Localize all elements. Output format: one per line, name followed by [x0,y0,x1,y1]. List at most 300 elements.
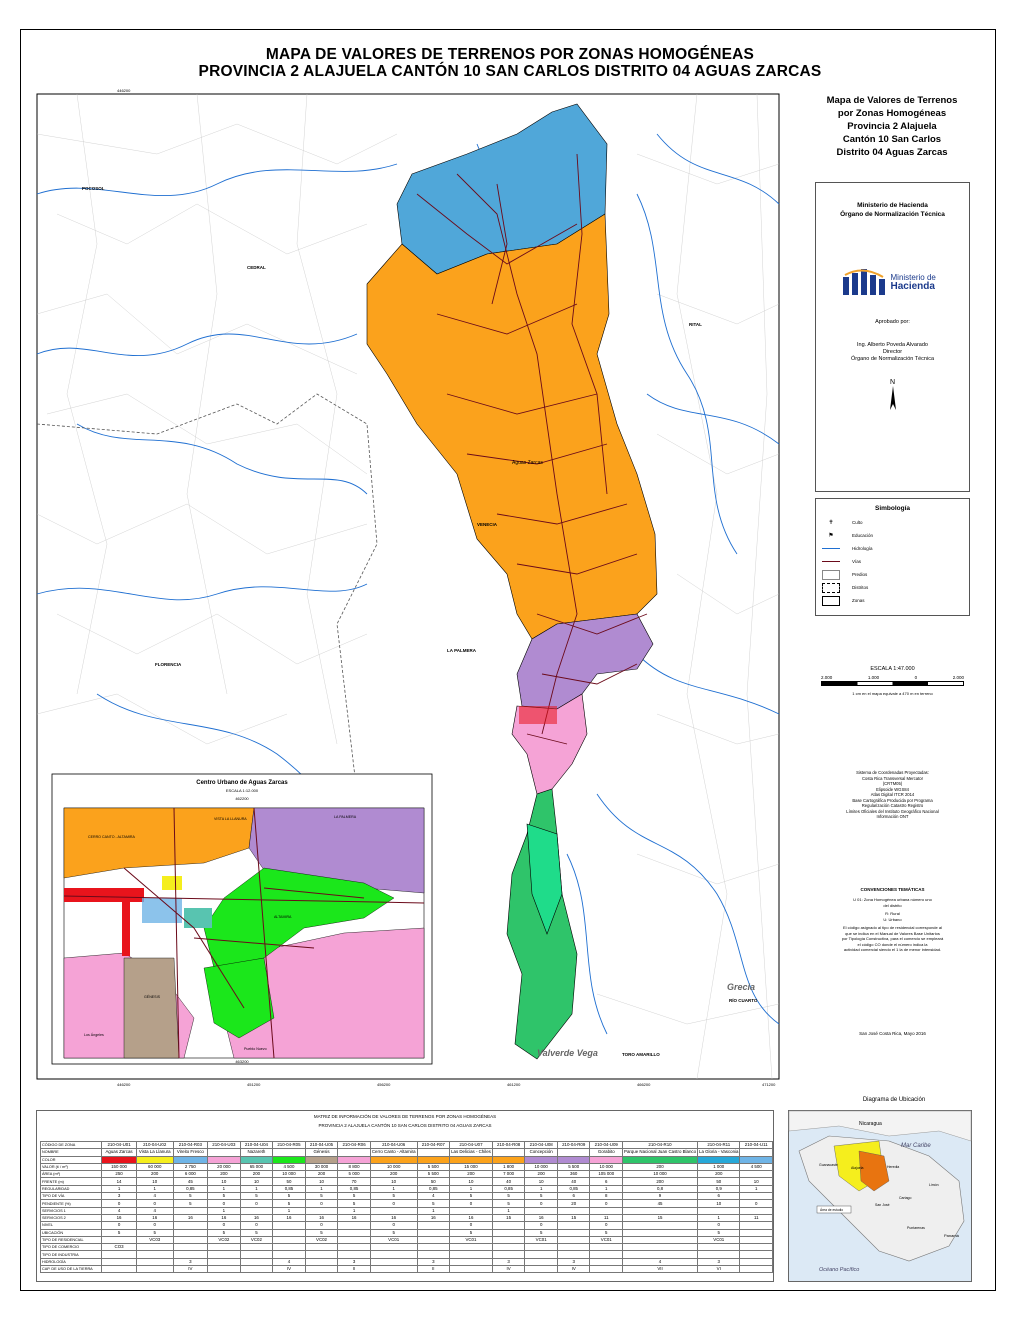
table-cell: 0 [590,1222,623,1229]
svg-text:San José: San José [875,1203,890,1207]
table-cell: 16 [136,1214,173,1221]
table-cell [450,1207,493,1214]
table-cell: 6 000 [173,1171,207,1178]
table-cell: 0 [450,1200,493,1207]
table-row [41,1266,773,1273]
table-cell [698,1244,740,1251]
table-cell [740,1236,773,1243]
table-cell: Las Delicias - Chiles [451,1149,491,1155]
table-cell [623,1222,698,1229]
table-cell: 6 [557,1193,590,1200]
mh-logo-mark [843,269,887,295]
table-cell: IV [273,1266,306,1273]
table-cell: 4 [273,1258,306,1265]
table-cell: 0 [450,1222,493,1229]
logo-text-2: Hacienda [890,281,935,292]
legend-educacion: ⚑ Educación [822,529,969,542]
table-cell [338,1244,371,1251]
table-cell: 15 [623,1214,698,1221]
legend-hidrologia: Hidrología [822,542,969,555]
table-cell: 0,85 [492,1185,525,1192]
table-cell [557,1236,590,1243]
table-cell: VC01 [590,1236,623,1243]
table-cell [338,1251,371,1258]
table-cell [590,1244,623,1251]
table-cell: VC03 [136,1236,173,1243]
table-cell: 4 500 [273,1163,306,1170]
svg-text:Océano Pacífico: Océano Pacífico [819,1267,860,1273]
legend-box [815,498,970,616]
table-cell: VC02 [208,1236,241,1243]
legend-title: Simbología [874,505,911,512]
table-cell: 15 [492,1214,525,1221]
table-cell: 45 [623,1200,698,1207]
table-cell: 5 [370,1229,417,1236]
table-cell [740,1207,773,1214]
inset-urban-center [52,774,432,1064]
table-cell: 16 [338,1214,371,1221]
table-cell: 40 [492,1178,525,1185]
table-cell [740,1266,773,1273]
zone-color-swatch [623,1156,698,1163]
table-cell: II [338,1266,371,1273]
table-cell [273,1244,306,1251]
place-rio-cuarto: RÍO CUARTO [729,998,758,1003]
table-cell: 6 [590,1178,623,1185]
table-cell: 5 [240,1193,273,1200]
place-toro-amarillo: TORO AMARILLO [622,1052,660,1057]
row-label: FRENTE (m) [41,1178,102,1185]
table-cell: 200 [623,1178,698,1185]
zone-color-swatch [590,1156,623,1163]
row-label: SERVICIOS 1 [41,1207,102,1214]
table-cell [623,1251,698,1258]
table-cell: 1 [136,1185,173,1192]
legend-vias: Vías [822,555,969,568]
table-cell [102,1251,137,1258]
table-cell: 200 [136,1171,173,1178]
table-cell: 50 [698,1178,740,1185]
table-cell [136,1251,173,1258]
inset-scale: ESCALA 1:12.000 [225,788,259,793]
tick-bottom-1: 446200 [117,1082,131,1087]
table-cell: 0 [136,1222,173,1229]
zone-color-swatch [417,1156,450,1163]
table-cell: 40 [557,1178,590,1185]
table-cell: 5 [450,1229,493,1236]
ministry-name: Ministerio de Hacienda [857,202,928,209]
row-label: ÁREA (m²) [41,1171,102,1178]
row-label: CÓDIGO DE ZONA [41,1142,102,1149]
location-map [789,1111,971,1281]
table-cell [590,1251,623,1258]
map-date: San José Costa Rica, Mayo 2016 [859,1031,926,1036]
table-cell: 5 [208,1229,241,1236]
table-cell [370,1266,417,1273]
inset-label-cerro: CERRO CANTO - ALTAMIRA [88,835,135,839]
main-map[interactable] [37,88,779,1087]
table-cell: 0 [208,1200,241,1207]
table-cell: 200 [450,1171,493,1178]
aprobado-label: Aprobado por: [875,319,910,325]
table-cell: 14 [102,1178,137,1185]
sidebar-title-4: Cantón 10 San Carlos [842,134,942,145]
table-cell [370,1258,417,1265]
table-cell: 210-04-R11 [698,1142,740,1149]
table-row [41,1244,773,1251]
table-cell [557,1229,590,1236]
legend-zonas: Zonas [822,594,969,607]
table-cell: 60 000 [136,1163,173,1170]
table-cell [102,1266,137,1273]
table-cell: 210-04-U03 [208,1142,241,1149]
values-table [40,1141,773,1273]
inset-label-genesis: GÉNESIS [144,995,160,999]
table-row [41,1163,773,1170]
table-cell [173,1236,207,1243]
table-cell: 4 500 [740,1163,773,1170]
table-cell: 200 [525,1171,558,1178]
table-cell [525,1244,558,1251]
svg-text:Guanacaste: Guanacaste [819,1163,838,1167]
table-cell: 1 [450,1185,493,1192]
table-cell: 0,85 [417,1185,450,1192]
place-florencia: FLORENCIA [155,662,182,667]
table-cell: VC01 [370,1236,417,1243]
svg-text:Panamá: Panamá [944,1233,959,1238]
table-cell: 210-04-U04 [240,1142,273,1149]
table-cell: 5 [305,1193,338,1200]
table-cell: 5 [338,1200,371,1207]
table-cell: 200 [208,1171,241,1178]
table-cell [623,1229,698,1236]
table-cell: 0 [102,1222,137,1229]
table-cell: VI [698,1266,740,1273]
table-cell [740,1149,773,1156]
table-cell: 5 [370,1193,417,1200]
table-cell: 5 500 [417,1171,450,1178]
table-cell: 20 [557,1200,590,1207]
table-cell: 3 [338,1258,371,1265]
zone-color-swatch [305,1156,338,1163]
sidebar-title-2: por Zonas Homogéneas [837,108,947,119]
table-cell: 5 [417,1200,450,1207]
table-cell [525,1258,558,1265]
table-cell: 65 000 [240,1163,273,1170]
svg-text:Nicaragua: Nicaragua [859,1121,882,1127]
table-cell [623,1244,698,1251]
table-row [41,1142,773,1149]
table-cell: 10 000 [370,1163,417,1170]
table-row [41,1171,773,1178]
table-cell: VC01 [450,1236,493,1243]
row-label: COLOR [41,1156,102,1163]
inset-tick-bottom: 463200 [235,1059,249,1064]
table-cell [492,1244,525,1251]
firmante-org: Órgano de Normalización Técnica [850,356,935,362]
table-cell: 5 000 [338,1171,371,1178]
table-cell: La Gloria - Vasconia [699,1149,739,1155]
table-cell: 5 [492,1200,525,1207]
zone-color-swatch [450,1156,493,1163]
table-cell: 0 [240,1222,273,1229]
tick-bottom-5: 466200 [637,1082,651,1087]
north-label: N [889,379,896,386]
road-line-icon [822,561,840,562]
zone-color-swatch [240,1156,273,1163]
table-cell: 5 [698,1229,740,1236]
table-cell [590,1258,623,1265]
table-cell [557,1251,590,1258]
table-cell [557,1207,590,1214]
zone-box-icon [822,596,840,606]
table-row [41,1200,773,1207]
row-label: REGULARIDAD [41,1185,102,1192]
table-row [41,1236,773,1243]
table-cell [370,1207,417,1214]
table-cell: 0 [525,1200,558,1207]
table-cell: 6 [698,1193,740,1200]
conventions-box: CONVENCIONES TEMÁTICAS U 01: Zona Homogénea urbana número uno del distrito R: Rural U: Urbano El código asignado al tipo de residencial corresponde al que se indica en el Manual de Valores Base Unitarios por Tipología Constructiva, para el comercio se empleará el código CO donde el número indica la actividad comercial siendo el 1 la de menor intensidad. [815,886,970,956]
table-cell: 210-04-R06 [338,1142,371,1149]
table-cell: 5 [173,1200,207,1207]
inset-label-los-angeles: Los Ángeles [84,1033,104,1037]
table-cell: 7 000 [492,1171,525,1178]
legend-distritos: Distritos [822,581,969,594]
table-cell [740,1251,773,1258]
row-label: SERVICIOS 2 [41,1214,102,1221]
table-cell: 3 [102,1193,137,1200]
table-cell [338,1149,371,1156]
table-cell: 5 [525,1229,558,1236]
table-cell: 4 [417,1193,450,1200]
table-cell: 210-04-R09 [557,1142,590,1149]
table-cell [740,1222,773,1229]
map-sidebar [812,94,972,159]
table-cell: 1 [740,1185,773,1192]
row-label: TIPO DE INDUSTRIA [41,1251,102,1258]
table-cell [492,1236,525,1243]
table-cell [450,1244,493,1251]
table-cell: 3 [698,1258,740,1265]
table-cell: 0 [240,1200,273,1207]
table-cell [417,1229,450,1236]
table-cell: 10 [698,1200,740,1207]
row-label: HIDROLOGÍA [41,1258,102,1265]
location-diagram [788,1110,972,1282]
table-cell [338,1229,371,1236]
tick-bottom-3: 456200 [377,1082,391,1087]
svg-text:Alajuela: Alajuela [851,1166,864,1170]
table-cell: VC01 [698,1236,740,1243]
table-cell [305,1251,338,1258]
table-cell [136,1244,173,1251]
table-cell: 50 [417,1178,450,1185]
table-cell: 1 [698,1214,740,1221]
table-cell [208,1251,241,1258]
table-cell: 10 [370,1178,417,1185]
table-cell: VC01 [525,1236,558,1243]
table-cell [240,1207,273,1214]
table-cell [273,1251,306,1258]
table-cell: 0 [208,1222,241,1229]
table-cell: 10 [240,1178,273,1185]
place-cedral: CEDRAL [247,265,266,270]
table-cell: 5 [173,1193,207,1200]
table-cell [623,1236,698,1243]
table-cell: 1 800 [492,1163,525,1170]
table-cell: 16 [525,1214,558,1221]
table-cell: 1 [273,1207,306,1214]
sidebar-title-5: Distrito 04 Aguas Zarcas [836,147,948,158]
table-cell: 45 [173,1178,207,1185]
svg-text:Cartago: Cartago [899,1196,912,1200]
river-line-icon [822,548,840,549]
table-cell: 9 [623,1193,698,1200]
table-cell [698,1251,740,1258]
table-cell: Gorabito [590,1149,623,1156]
place-rital: RITAL [689,322,702,327]
table-cell [557,1222,590,1229]
table-cell [173,1222,207,1229]
firmante-name: Ing. Alberto Poveda Alvarado [857,342,928,348]
table-cell: 210-04-U02 [136,1142,173,1149]
table-cell: 5 [273,1193,306,1200]
tick-bottom-2: 451200 [247,1082,261,1087]
table-row [41,1178,773,1185]
logo-text-1: Ministerio de [890,273,936,282]
table-cell: 210-04-R08 [492,1142,525,1149]
table-cell: 1 [208,1185,241,1192]
table-cell: 3 [557,1258,590,1265]
table-cell: 1 [590,1185,623,1192]
table-cell: 10 [136,1178,173,1185]
sidebar-title-1: Mapa de Valores de Terrenos [826,95,958,106]
table-cell: 5 [590,1229,623,1236]
table-cell: 16 [417,1214,450,1221]
district-box-icon [822,583,840,593]
zone-color-swatch [557,1156,590,1163]
table-cell: 11 [740,1214,773,1221]
table-cell: 0 [525,1222,558,1229]
table-cell [417,1222,450,1229]
place-pocosol: POCOSOL [82,186,105,191]
table-cell: Concepción [525,1149,558,1156]
table-cell [273,1236,306,1243]
table-cell [492,1222,525,1229]
table-cell: 210-04-U11 [740,1142,773,1149]
table-cell [136,1266,173,1273]
table-cell: 10 000 [273,1171,306,1178]
table-cell: 0,85 [338,1185,371,1192]
table-cell: 210-04-R07 [417,1142,450,1149]
hacienda-logo [843,265,943,299]
table-cell: 10 [450,1178,493,1185]
map-subtitle: PROVINCIA 2 ALAJUELA CANTÓN 10 SAN CARLOS DISTRITO 04 AGUAS ZARCAS [198,63,822,80]
table-cell: 1 [492,1207,525,1214]
table-cell: 16 [173,1214,207,1221]
sidebar-title-3: Provincia 2 Alajuela [847,121,937,132]
table-cell [698,1207,740,1214]
table-cell: 4 [623,1258,698,1265]
zone-color-swatch [208,1156,241,1163]
table-cell: 210-04-R05 [273,1142,306,1149]
table-cell: 15 [557,1214,590,1221]
table-cell: 3 [417,1258,450,1265]
table-cell [492,1149,525,1156]
table-cell: IV [557,1266,590,1273]
table-cell: 8 [590,1193,623,1200]
table-cell: 5 [273,1200,306,1207]
table-cell: 0 [136,1200,173,1207]
table-cell [740,1171,773,1178]
table-cell [173,1244,207,1251]
map-title: MAPA DE VALORES DE TERRENOS POR ZONAS HOMOGÉNEAS [265,46,755,63]
table-cell [450,1251,493,1258]
inset-label-altamira: ALTAMIRA [274,915,292,919]
zone-color-swatch [525,1156,558,1163]
row-label: NOMBRE [41,1149,102,1156]
zone-color-swatch [136,1156,173,1163]
table-cell [208,1258,241,1265]
table-row [41,1214,773,1221]
table-cell [338,1222,371,1229]
table-cell [208,1266,241,1273]
table-cell: 200 [698,1171,740,1178]
table-cell: 0,9 [698,1185,740,1192]
row-label: UBICACIÓN [41,1229,102,1236]
table-cell: 3 [492,1258,525,1265]
row-label: TIPO DE COMERCIO [41,1244,102,1251]
svg-text:Área de estudio: Área de estudio [820,1208,844,1212]
place-palmera: LA PALMERA [447,648,476,653]
table-cell: 16 [208,1214,241,1221]
table-cell [240,1251,273,1258]
church-icon: ✝ [828,520,834,526]
table-cell: 150 000 [102,1163,137,1170]
table-cell: 0 [102,1200,137,1207]
table-cell: 5 [240,1229,273,1236]
table-cell: 0 [370,1222,417,1229]
table-cell: 5 [450,1193,493,1200]
inset-label-vista: VISTA LA LLANURA [214,817,247,821]
table-cell [417,1244,450,1251]
table-cell: 1 [240,1185,273,1192]
table-cell: 200 [240,1171,273,1178]
table-cell [173,1251,207,1258]
inset-title: Centro Urbano de Aguas Zarcas [196,780,288,786]
table-cell: 3 [173,1258,207,1265]
table-cell: 11 [590,1214,623,1221]
place-aguas-zarcas: Aguas Zarcas [512,460,543,466]
table-cell: 30 000 [305,1163,338,1170]
inset-zone-teal [184,908,212,928]
table-cell: VII [623,1266,698,1273]
table-cell: 210-04-U05 [305,1142,338,1149]
table-row [41,1193,773,1200]
row-label: TIPO DE VÍA [41,1193,102,1200]
zone-color-swatch [492,1156,525,1163]
table-cell: IV [492,1266,525,1273]
table-cell [273,1229,306,1236]
table-cell [740,1244,773,1251]
table-cell: 50 [273,1178,306,1185]
table-cell: 5 [102,1229,137,1236]
scale-bar [821,681,964,686]
table-cell: Génesis [305,1149,338,1156]
table-cell [525,1251,558,1258]
urban-center-highlight [519,706,557,724]
